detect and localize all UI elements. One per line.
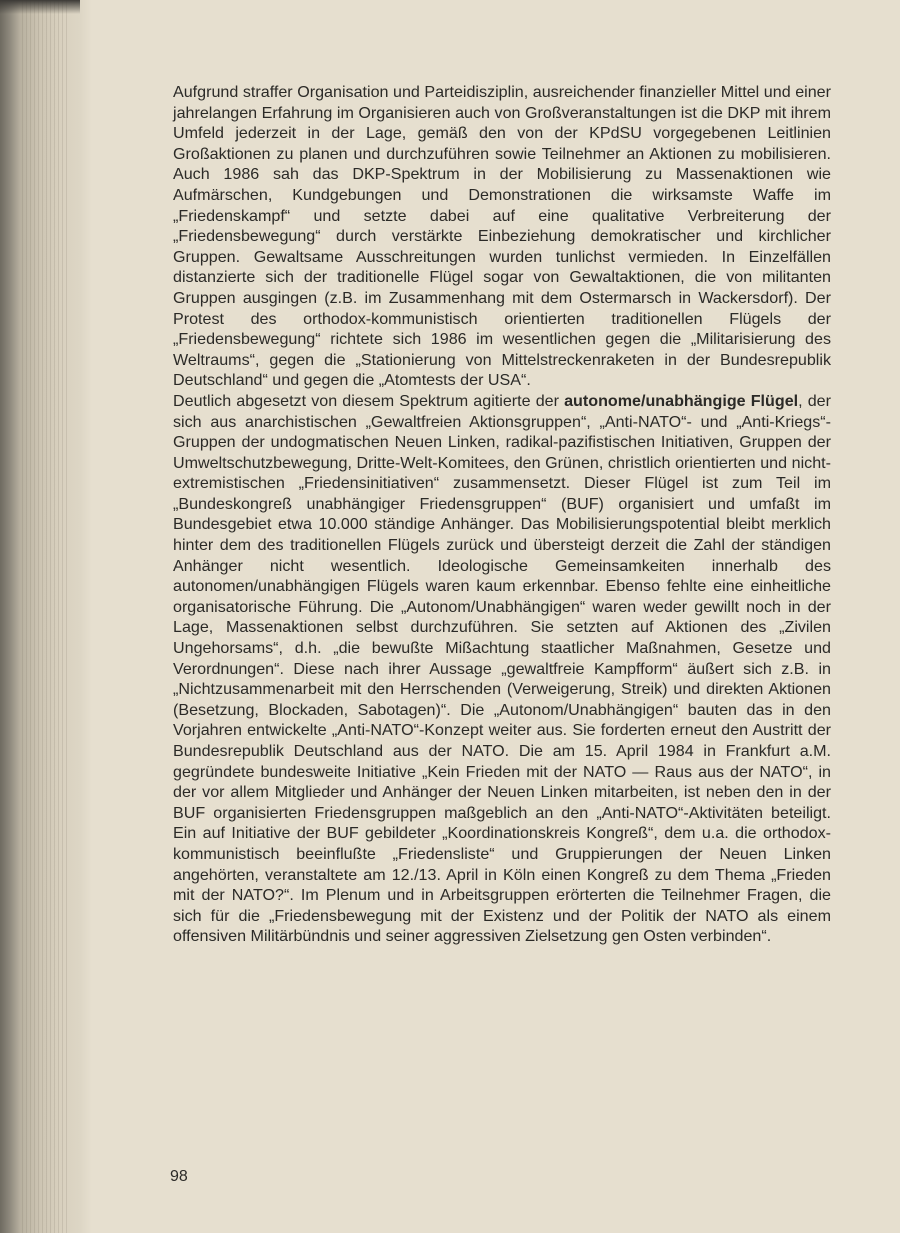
paragraph-2 [173,391,831,947]
scan-edge-mark [0,0,80,14]
paragraph-2-intro: Deutlich abgesetzt von diesem Spektrum agitierte der [173,391,565,410]
paragraph-1: Aufgrund straffer Organisation und Parteidisziplin, ausreichender finanzieller Mittel und einer jahrelangen Erfahrung im Organisieren auch von Großveranstaltungen ist die DKP mit ihrem Umfeld jederzeit in der Lage, gemäß den von der KPdSU vorgegebenen Leitlinien Großaktionen zu planen und durchzuführen sowie Teilnehmer an Aktionen zu mobilisieren. Auch 1986 sah das DKP-Spektrum in der Mobilisierung zu Massenaktionen wie Aufmärschen, Kundgebungen und Demonstrationen die wirksamste Waffe im „Friedenskampf“ und setzte dabei auf eine qualitative Verbreiterung der „Friedensbewegung“ durch verstärkte Einbeziehung demokratischer und kirchlicher Gruppen. Gewaltsame Ausschreitungen wurden tunlichst vermieden. In Einzelfällen distanzierte sich der traditionelle Flügel sogar von Gewaltaktionen, die von militanten Gruppen ausgingen (z.B. im Zusammenhang mit dem Ostermarsch in Wackersdorf). Der Protest des orthodox-kommunistisch orientierten traditionellen Flügels der „Friedensbewegung“ richtete sich 1986 im wesentlichen gegen die „Militarisierung des Weltraums“, gegen die „Stationierung von Mittelstreckenraketen in der Bundesrepublik Deutschland“ und gegen die „Atomtests der USA“. [173,83,831,390]
body-text [173,82,831,947]
binding-texture [22,0,68,1233]
page-number: 98 [170,1168,188,1185]
paragraph-2-emphasis: autonome/unabhängige Flügel [564,391,799,410]
paragraph-2-body: , der sich aus anarchistischen „Gewaltfreien Aktionsgruppen“, „Anti-NATO“- und „Anti-Kriegs“-Gruppen der undogmatischen Neuen Linken, radikal-pazifistischen Initiativen, Gruppen der Umweltschutzbewegung, Dritte-Welt-Komitees, den Grünen, christlich orientierten und nicht-extremistischen „Friedensinitiativen“ zusammensetzt. Dieser Flügel ist zum Teil im „Bundeskongreß unabhängiger Friedensgruppen“ (BUF) organisiert und umfaßt im Bundesgebiet etwa 10.000 ständige Anhänger. Das Mobilisierungspotential bleibt merklich hinter dem des traditionellen Flügels zurück und übersteigt derzeit die Zahl der ständigen Anhänger nicht wesentlich. Ideologische Gemeinsamkeiten innerhalb des autonomen/unabhängigen Flügels waren kaum erkennbar. Ebenso fehlte eine einheitliche organisatorische Führung. Die „Autonom/Unabhängigen“ waren weder gewillt noch in der Lage, Massenaktionen selbst durchzuführen. Sie setzten auf Aktionen des „Zivilen Ungehorsams“, d.h. „die bewußte Mißachtung staatlicher Maßnahmen, Gesetze und Verordnungen“. Diese nach ihrer Aussage „gewaltfreie Kampfform“ äußert sich z.B. in „Nichtzusammenarbeit mit den Herrschenden (Verweigerung, Streik) und direkten Aktionen (Besetzung, Blockaden, Sabotagen)“. Die „Autonom/Unabhängigen“ bauten das in den Vorjahren entwickelte „Anti-NATO“-Konzept weiter aus. Sie forderten erneut den Austritt der Bundesrepublik Deutschland aus der NATO. Die am 15. April 1984 in Frankfurt a.M. gegründete bundesweite Initiative „Kein Frieden mit der NATO — Raus aus der NATO“, in der vor allem Mitglieder und Anhänger der Neuen Linken mitarbeiten, ist neben den in der BUF organisierten Friedensgruppen maßgeblich an den „Anti-NATO“-Aktivitäten beteiligt. Ein auf Initiative der BUF gebildeter „Koordinationskreis Kongreß“, dem u.a. die orthodox-kommunistisch beeinflußte „Friedensliste“ und Gruppierungen der Neuen Linken angehörten, veranstaltete am 12./13. April in Köln einen Kongreß zu dem Thema „Frieden mit der NATO?“. Im Plenum und in Arbeitsgruppen erörterten die Teilnehmer Fragen, die sich für die „Friedensbewegung mit der Existenz und der Politik der NATO als einem offensiven Militärbündnis und seiner aggressiven Zielsetzung gen Osten verbinden“. [173,391,831,946]
